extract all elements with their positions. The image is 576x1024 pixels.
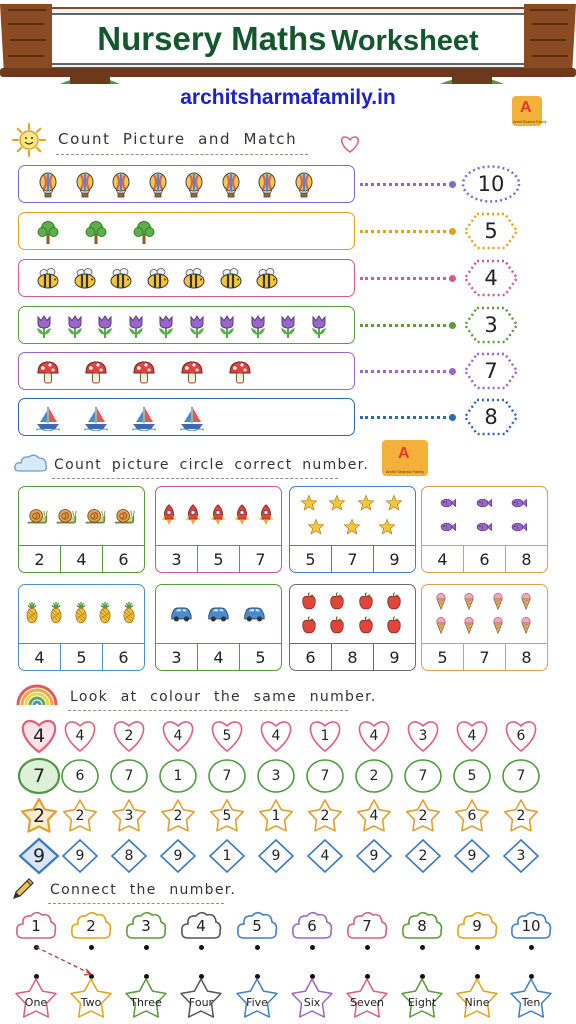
car-icon <box>170 602 192 624</box>
sailboat-icon <box>35 405 61 431</box>
apple-icon <box>328 616 346 634</box>
hot-air-balloon-icon <box>181 172 207 198</box>
bee-icon <box>108 266 134 292</box>
connector-dot <box>449 322 456 329</box>
mushroom-icon <box>83 359 109 385</box>
answer-option[interactable]: 4 <box>34 647 45 667</box>
number-cloud[interactable]: 5 <box>236 910 278 942</box>
rocket-icon <box>255 504 277 526</box>
star-icon <box>328 494 346 512</box>
colour-shape[interactable]: 2 <box>501 798 541 834</box>
dotted-connector <box>360 324 452 327</box>
colour-shape[interactable]: 1 <box>305 718 345 754</box>
answer-option[interactable]: 8 <box>331 644 373 670</box>
number-cloud[interactable]: 8 <box>401 910 443 942</box>
tulip-icon <box>123 313 149 339</box>
count-card <box>18 486 145 573</box>
ice-cream-icon <box>460 592 478 610</box>
colour-shape[interactable]: 2 <box>60 798 100 834</box>
ice-cream-icon <box>517 592 535 610</box>
connector-dot <box>449 368 456 375</box>
number-cloud[interactable]: 7 <box>346 910 388 942</box>
colour-shape[interactable]: 4 <box>452 718 492 754</box>
answer-option[interactable]: 4 <box>437 549 448 569</box>
colour-shape[interactable]: 1 <box>207 838 247 874</box>
hot-air-balloon-icon <box>254 172 280 198</box>
card-pictures <box>290 487 415 545</box>
rocket-icon <box>182 504 204 526</box>
apple-icon <box>357 616 375 634</box>
bee-icon <box>218 266 244 292</box>
colour-shape[interactable]: 4 <box>256 718 296 754</box>
number-cloud[interactable]: 4 <box>180 910 222 942</box>
tulip-icon <box>275 313 301 339</box>
number-cloud[interactable]: 2 <box>70 910 112 942</box>
fish-icon <box>475 494 493 512</box>
sun-icon <box>12 123 46 157</box>
mushroom-icon <box>227 359 253 385</box>
answer-option[interactable]: 5 <box>305 549 316 569</box>
count-card <box>289 584 416 671</box>
answer-option[interactable]: 6 <box>102 546 144 572</box>
number-word-star[interactable]: Eight <box>399 976 445 1020</box>
bee-icon <box>72 266 98 292</box>
answer-option[interactable]: 4 <box>197 644 239 670</box>
rocket-icon <box>231 504 253 526</box>
bee-icon <box>254 266 280 292</box>
answer-option[interactable]: 5 <box>197 546 239 572</box>
target-number-shape: 2 <box>17 797 61 835</box>
fish-icon <box>475 518 493 536</box>
number-word-star[interactable]: Two <box>68 976 114 1020</box>
sailboat-icon <box>83 405 109 431</box>
section1-underline <box>56 154 308 155</box>
answer-option[interactable]: 3 <box>171 647 182 667</box>
dotted-connector <box>360 230 452 233</box>
colour-shape[interactable]: 3 <box>256 758 296 794</box>
tulip-icon <box>184 313 210 339</box>
answer-options <box>156 643 281 670</box>
rainbow-icon <box>16 684 58 706</box>
colour-shape[interactable]: 6 <box>60 758 100 794</box>
colour-shape[interactable]: 7 <box>403 758 443 794</box>
answer-option[interactable]: 8 <box>505 546 547 572</box>
tulip-icon <box>153 313 179 339</box>
colour-shape[interactable]: 7 <box>109 758 149 794</box>
count-card <box>421 584 548 671</box>
hot-air-balloon-icon <box>145 172 171 198</box>
star-icon <box>300 494 318 512</box>
answer-option[interactable]: 7 <box>239 546 281 572</box>
ice-cream-icon <box>432 592 450 610</box>
section1-heading: Count Picture and Match <box>58 130 298 148</box>
number-word-star[interactable]: Three <box>123 976 169 1020</box>
colour-shape[interactable]: 3 <box>109 798 149 834</box>
answer-option[interactable]: 5 <box>60 644 102 670</box>
fish-icon <box>439 494 457 512</box>
number-word-star[interactable]: Four <box>178 976 224 1020</box>
target-number-shape: 4 <box>17 717 61 755</box>
colour-shape[interactable]: 2 <box>403 838 443 874</box>
colour-shape[interactable]: 5 <box>207 798 247 834</box>
colour-shape[interactable]: 4 <box>354 798 394 834</box>
colour-shape[interactable]: 3 <box>403 718 443 754</box>
pencil-icon <box>10 876 36 902</box>
colour-shape[interactable]: 4 <box>60 718 100 754</box>
number-cloud[interactable]: 3 <box>125 910 167 942</box>
number-word-star[interactable]: Ten <box>508 976 554 1020</box>
answer-option[interactable]: 5 <box>437 647 448 667</box>
title-banner <box>0 0 576 92</box>
tulip-icon <box>92 313 118 339</box>
colour-shape[interactable]: 5 <box>452 758 492 794</box>
number-word-star[interactable]: Six <box>289 976 335 1020</box>
star-icon <box>357 494 375 512</box>
apple-icon <box>357 592 375 610</box>
dotted-connector <box>360 416 452 419</box>
answer-options <box>19 643 144 670</box>
mushroom-icon <box>35 359 61 385</box>
tree-icon <box>35 219 61 245</box>
target-number-shape: 7 <box>17 757 61 795</box>
colour-shape[interactable]: 9 <box>60 838 100 874</box>
match-number[interactable]: 10 <box>461 165 521 203</box>
section2-heading: Count picture circle correct number. <box>54 457 370 473</box>
star-icon <box>307 518 325 536</box>
section3-underline <box>68 710 348 711</box>
picture-row <box>18 352 355 390</box>
count-card <box>289 486 416 573</box>
colour-shape[interactable]: 2 <box>158 798 198 834</box>
ice-cream-icon <box>489 592 507 610</box>
picture-row <box>18 398 355 436</box>
tulip-icon <box>306 313 332 339</box>
connector-dot <box>449 228 456 235</box>
connector-dot <box>449 275 456 282</box>
target-number-shape: 9 <box>17 837 61 875</box>
tulip-icon <box>62 313 88 339</box>
colour-shape[interactable]: 7 <box>501 758 541 794</box>
number-word-star[interactable]: One <box>13 976 59 1020</box>
section4-underline <box>48 903 224 904</box>
star-icon <box>385 494 403 512</box>
card-pictures <box>156 487 281 545</box>
connector-dot <box>449 181 456 188</box>
answer-option[interactable]: 6 <box>102 644 144 670</box>
mushroom-icon <box>131 359 157 385</box>
mushroom-icon <box>179 359 205 385</box>
tree-icon <box>131 219 157 245</box>
section2-underline <box>52 478 338 479</box>
answer-options <box>156 545 281 572</box>
card-pictures <box>19 585 144 643</box>
match-number[interactable]: 3 <box>461 306 521 344</box>
fish-icon <box>439 518 457 536</box>
section3-heading: Look at colour the same number. <box>70 689 377 705</box>
card-pictures <box>19 487 144 545</box>
ice-cream-icon <box>489 616 507 634</box>
answer-option[interactable]: 8 <box>505 644 547 670</box>
answer-option[interactable]: 3 <box>171 549 182 569</box>
bee-icon <box>145 266 171 292</box>
hot-air-balloon-icon <box>218 172 244 198</box>
colour-shape[interactable]: 9 <box>354 838 394 874</box>
pineapple-icon <box>21 602 43 624</box>
bee-icon <box>181 266 207 292</box>
section4-heading: Connect the number. <box>50 882 237 898</box>
card-pictures <box>422 585 547 643</box>
bee-icon <box>35 266 61 292</box>
colour-shape[interactable]: 5 <box>207 718 247 754</box>
colour-shape[interactable]: 2 <box>403 798 443 834</box>
colour-shape[interactable]: 1 <box>256 798 296 834</box>
example-connect-line <box>0 940 576 980</box>
colour-shape[interactable]: 9 <box>256 838 296 874</box>
answer-option[interactable]: 7 <box>463 644 505 670</box>
colour-shape[interactable]: 4 <box>158 718 198 754</box>
colour-shape[interactable]: 9 <box>452 838 492 874</box>
worksheet-title: Nursery Maths Worksheet <box>97 20 479 57</box>
picture-row <box>18 165 355 203</box>
colour-shape[interactable]: 8 <box>109 838 149 874</box>
fish-icon <box>510 494 528 512</box>
connector-dot <box>449 414 456 421</box>
match-number[interactable]: 5 <box>461 212 521 250</box>
match-number[interactable]: 4 <box>461 259 521 297</box>
apple-icon <box>385 616 403 634</box>
tulip-icon <box>214 313 240 339</box>
card-pictures <box>156 585 281 643</box>
colour-shape[interactable]: 2 <box>109 718 149 754</box>
hot-air-balloon-icon <box>72 172 98 198</box>
ice-cream-icon <box>432 616 450 634</box>
answer-options <box>290 545 415 572</box>
pineapple-icon <box>94 602 116 624</box>
card-pictures <box>290 585 415 643</box>
colour-shape[interactable]: 4 <box>354 718 394 754</box>
pineapple-icon <box>118 602 140 624</box>
colour-shape[interactable]: 7 <box>207 758 247 794</box>
answer-options <box>422 643 547 670</box>
pineapple-icon <box>45 602 67 624</box>
answer-options <box>19 545 144 572</box>
count-card <box>155 486 282 573</box>
tree-icon <box>83 219 109 245</box>
answer-option[interactable]: 9 <box>373 644 415 670</box>
snail-icon <box>55 504 77 526</box>
ice-cream-icon <box>460 616 478 634</box>
snail-icon <box>113 504 135 526</box>
rocket-icon <box>158 504 180 526</box>
apple-icon <box>300 592 318 610</box>
number-word-star[interactable]: Nine <box>454 976 500 1020</box>
snail-icon <box>84 504 106 526</box>
car-icon <box>207 602 229 624</box>
answer-options <box>422 545 547 572</box>
colour-shape[interactable]: 4 <box>305 838 345 874</box>
match-number[interactable]: 8 <box>461 398 521 436</box>
sailboat-icon <box>131 405 157 431</box>
star-icon <box>378 518 396 536</box>
number-cloud[interactable]: 10 <box>510 910 552 942</box>
answer-option[interactable]: 4 <box>60 546 102 572</box>
ice-cream-icon <box>517 616 535 634</box>
count-card <box>155 584 282 671</box>
tulip-icon <box>245 313 271 339</box>
answer-option[interactable]: 9 <box>373 546 415 572</box>
hot-air-balloon-icon <box>35 172 61 198</box>
colour-shape[interactable]: 2 <box>354 758 394 794</box>
website-link[interactable]: architsharmafamily.in <box>180 86 396 109</box>
snail-icon <box>26 504 48 526</box>
number-cloud[interactable]: 9 <box>456 910 498 942</box>
sailboat-icon <box>179 405 205 431</box>
answer-option[interactable]: 6 <box>305 647 316 667</box>
star-icon <box>343 518 361 536</box>
rocket-icon <box>207 504 229 526</box>
answer-option[interactable]: 2 <box>34 549 45 569</box>
count-card <box>421 486 548 573</box>
tulip-icon <box>31 313 57 339</box>
number-word-star[interactable]: Seven <box>344 976 390 1020</box>
colour-shape[interactable]: 3 <box>501 838 541 874</box>
colour-shape[interactable]: 1 <box>158 758 198 794</box>
colour-shape[interactable]: 7 <box>305 758 345 794</box>
card-pictures <box>422 487 547 545</box>
hot-air-balloon-icon <box>108 172 134 198</box>
answer-option[interactable]: 6 <box>463 546 505 572</box>
cloud-icon <box>13 452 49 474</box>
dotted-connector <box>360 370 452 373</box>
brand-logo: A Archit Sharma Family <box>512 96 542 126</box>
number-cloud[interactable]: 6 <box>291 910 333 942</box>
apple-icon <box>385 592 403 610</box>
pineapple-icon <box>70 602 92 624</box>
picture-row <box>18 306 355 344</box>
dotted-connector <box>360 277 452 280</box>
fish-icon <box>510 518 528 536</box>
colour-shape[interactable]: 2 <box>305 798 345 834</box>
colour-shape[interactable]: 6 <box>452 798 492 834</box>
colour-shape[interactable]: 6 <box>501 718 541 754</box>
answer-options <box>290 643 415 670</box>
colour-shape[interactable]: 9 <box>158 838 198 874</box>
number-word-star[interactable]: Five <box>234 976 280 1020</box>
dotted-connector <box>360 183 452 186</box>
picture-row <box>18 212 355 250</box>
brand-logo-small: A Archit Sharma Family <box>382 440 428 476</box>
car-icon <box>243 602 265 624</box>
match-number[interactable]: 7 <box>461 352 521 390</box>
apple-icon <box>300 616 318 634</box>
answer-option[interactable]: 5 <box>239 644 281 670</box>
hot-air-balloon-icon <box>291 172 317 198</box>
heart-doodle-icon <box>338 133 362 155</box>
number-cloud[interactable]: 1 <box>15 910 57 942</box>
answer-option[interactable]: 7 <box>331 546 373 572</box>
apple-icon <box>328 592 346 610</box>
picture-row <box>18 259 355 297</box>
count-card <box>18 584 145 671</box>
